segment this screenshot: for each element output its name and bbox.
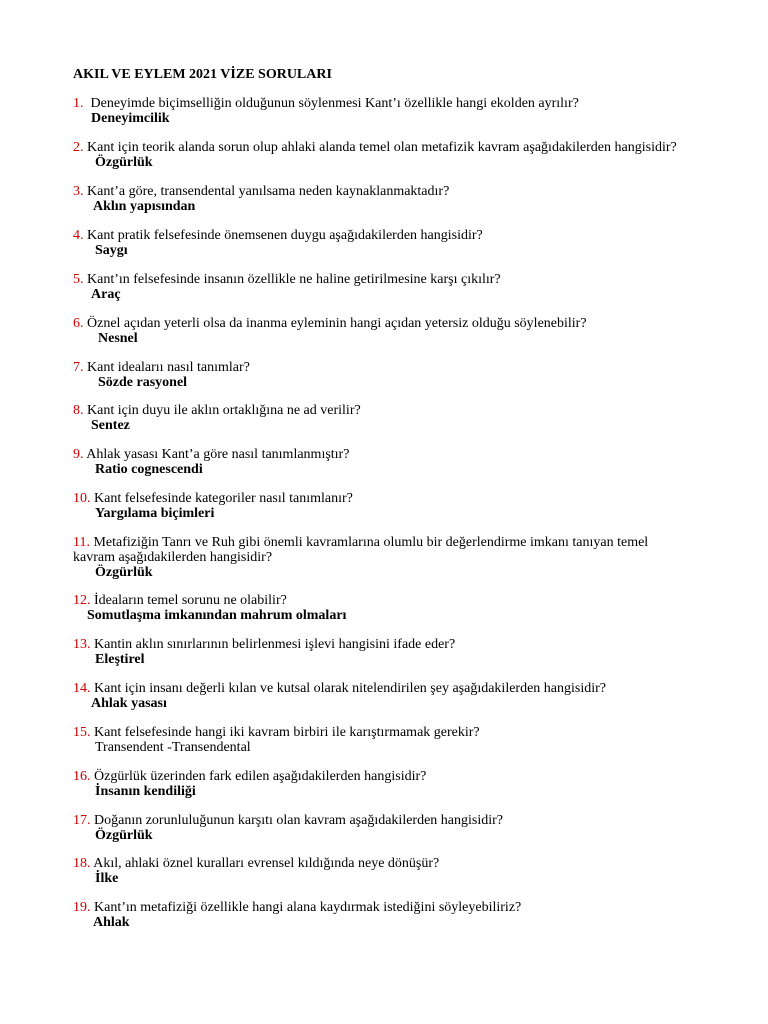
answer-text: Aklın yapısından — [93, 199, 196, 214]
question-item — [73, 856, 713, 886]
question-number: 2. — [73, 140, 84, 155]
question-item — [73, 360, 713, 390]
answer-text: Özgürlük — [95, 565, 153, 580]
answer-text: Araç — [91, 287, 121, 302]
question-line: Doğanın zorunluluğunun karşıtı olan kavram aşağıdakilerden hangisidir? — [90, 813, 504, 828]
question-number: 11. — [73, 535, 90, 550]
answer-text: Transendent -Transendental — [95, 740, 251, 755]
question-number: 14. — [73, 681, 91, 696]
question-number: 6. — [73, 316, 84, 331]
question-number: 10. — [73, 491, 91, 506]
question-number: 7. — [73, 360, 84, 375]
question-line: Metafiziğin Tanrı ve Ruh gibi önemli kavramlarına olumlu bir değerlendirme imkanı tanıyan temel — [89, 535, 649, 550]
question-text — [73, 184, 713, 199]
answer-text: Özgürlük — [95, 155, 153, 170]
question-line: Kant idealarıı nasıl tanımlar? — [83, 360, 250, 375]
question-line: Ahlak yasası Kant’a göre nasıl tanımlanmıştır? — [83, 447, 350, 462]
question-text — [73, 491, 713, 506]
question-text — [73, 637, 713, 652]
question-item — [73, 403, 713, 433]
question-item — [73, 140, 713, 170]
question-text — [73, 681, 713, 696]
question-line: Deneyimde biçimselliğin olduğunun söylenmesi Kant’ı özellikle hangi ekolden ayrılır? — [83, 96, 579, 111]
answer-text: Ratio cognescendi — [95, 462, 203, 477]
question-number: 16. — [73, 769, 91, 784]
question-line: Kant için duyu ile aklın ortaklığına ne ad verilir? — [83, 403, 361, 418]
question-line: Özgürlük üzerinden fark edilen aşağıdakilerden hangisidir? — [90, 769, 427, 784]
question-number: 13. — [73, 637, 91, 652]
question-item — [73, 593, 713, 623]
question-text — [73, 272, 713, 287]
question-item — [73, 272, 713, 302]
question-text — [73, 360, 713, 375]
answer-text: Özgürlük — [95, 828, 153, 843]
question-line: Kant için insanı değerli kılan ve kutsal olarak nitelendirilen şey aşağıdakilerden hangisidir? — [90, 681, 607, 696]
answer-text: Sentez — [91, 418, 130, 433]
answer-text: İnsanın kendiliği — [95, 784, 196, 799]
answer-text: Eleştirel — [95, 652, 145, 667]
question-item — [73, 447, 713, 477]
question-line: kavram aşağıdakilerden hangisidir? — [73, 550, 273, 565]
question-number: 5. — [73, 272, 84, 287]
question-number: 3. — [73, 184, 84, 199]
question-item — [73, 637, 713, 667]
question-item — [73, 725, 713, 755]
answer-text: Ahlak yasası — [91, 696, 167, 711]
answer-text: Saygı — [95, 243, 128, 258]
question-line: Kant’ın metafiziği özellikle hangi alana kaydırmak istediğini söyleyebiliriz? — [90, 900, 522, 915]
answer-text: Yargılama biçimleri — [95, 506, 215, 521]
question-line: Akıl, ahlaki öznel kuralları evrensel kıldığında neye dönüşür? — [90, 856, 440, 871]
question-text — [73, 96, 713, 111]
question-text — [73, 900, 713, 915]
question-number: 1. — [73, 96, 84, 111]
question-text — [73, 550, 713, 565]
question-number: 18. — [73, 856, 91, 871]
answer-text: Sözde rasyonel — [98, 375, 188, 390]
answer-text: Ahlak — [93, 915, 130, 930]
question-item — [73, 813, 713, 843]
question-text — [73, 593, 713, 608]
question-item — [73, 184, 713, 214]
answer-text: İlke — [95, 871, 119, 886]
question-number: 19. — [73, 900, 91, 915]
question-number: 8. — [73, 403, 84, 418]
question-line: Kant pratik felsefesinde önemsenen duygu aşağıdakilerden hangisidir? — [83, 228, 483, 243]
question-text — [73, 856, 713, 871]
question-text — [73, 403, 713, 418]
question-text — [73, 140, 713, 155]
question-text — [73, 813, 713, 828]
answer-text: Deneyimcilik — [91, 111, 170, 126]
question-text — [73, 447, 713, 462]
question-item — [73, 535, 713, 580]
page-title: AKIL VE EYLEM 2021 VİZE SORULARI — [73, 67, 332, 82]
question-line: Kant’a göre, transendental yanılsama neden kaynaklanmaktadır? — [83, 184, 450, 199]
question-text — [73, 725, 713, 740]
question-item — [73, 96, 713, 126]
question-number: 17. — [73, 813, 91, 828]
question-line: Kantin aklın sınırlarının belirlenmesi işlevi hangisini ifade eder? — [90, 637, 456, 652]
question-item — [73, 228, 713, 258]
question-line: Kant felsefesinde hangi iki kavram birbiri ile karıştırmamak gerekir? — [90, 725, 480, 740]
question-line: Kant felsefesinde kategoriler nasıl tanımlanır? — [90, 491, 353, 506]
question-item — [73, 769, 713, 799]
question-text — [73, 316, 713, 331]
question-line: İdeaların temel sorunu ne olabilir? — [90, 593, 287, 608]
question-text — [73, 228, 713, 243]
question-item — [73, 681, 713, 711]
question-line: Öznel açıdan yeterli olsa da inanma eyleminin hangi açıdan yetersiz olduğu söylenebilir? — [83, 316, 587, 331]
question-item — [73, 491, 713, 521]
question-text — [73, 769, 713, 784]
answer-text: Somutlaşma imkanından mahrum olmaları — [87, 608, 347, 623]
question-line: Kant’ın felsefesinde insanın özellikle ne haline getirilmesine karşı çıkılır? — [83, 272, 501, 287]
question-item — [73, 900, 713, 930]
question-number: 4. — [73, 228, 84, 243]
question-item — [73, 316, 713, 346]
question-number: 15. — [73, 725, 91, 740]
question-number: 12. — [73, 593, 91, 608]
question-text — [73, 535, 713, 550]
answer-text: Nesnel — [98, 331, 138, 346]
question-number: 9. — [73, 447, 84, 462]
question-line: Kant için teorik alanda sorun olup ahlaki alanda temel olan metafizik kavram aşağıdakilerden hangisidir? — [83, 140, 677, 155]
